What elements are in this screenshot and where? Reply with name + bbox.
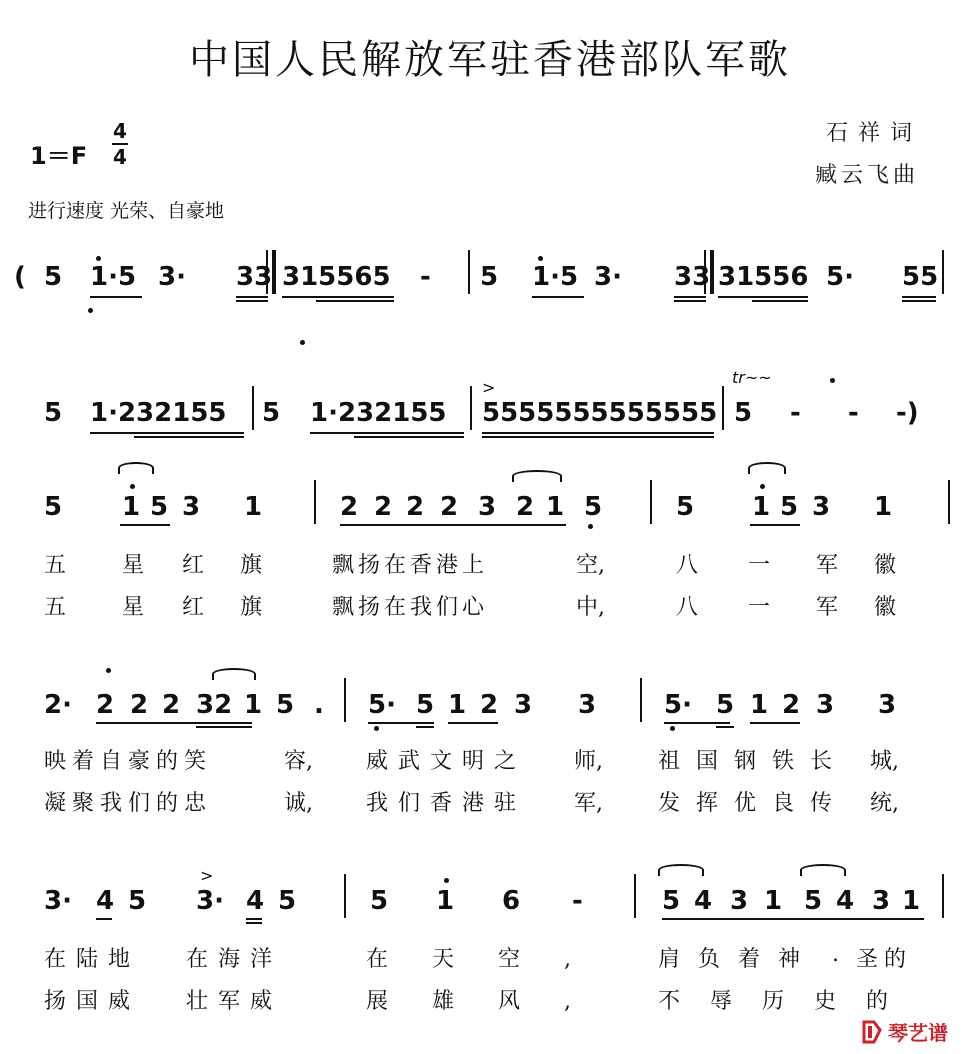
note: 5·	[664, 690, 692, 720]
note: 4	[246, 886, 265, 916]
lyric: 诚,	[284, 791, 313, 816]
note: .	[314, 690, 324, 720]
note: 1·5	[90, 262, 137, 292]
open-paren: (	[14, 262, 26, 292]
note: 2	[340, 492, 359, 522]
note: 5	[716, 690, 735, 720]
note: 3·	[196, 886, 224, 916]
lyric: 军	[816, 595, 839, 620]
lyric: 星	[122, 553, 145, 578]
lyric: 空,	[576, 553, 605, 578]
note: 5	[584, 492, 603, 522]
time-bottom: 4	[113, 145, 127, 169]
note: 3	[878, 690, 897, 720]
composer-credit: 臧云飞曲	[815, 163, 920, 188]
note: 1	[244, 690, 263, 720]
lyric: 不辱历史的	[658, 989, 919, 1014]
note: 3	[872, 886, 891, 916]
note: 2	[96, 690, 115, 720]
note: 3·	[594, 262, 622, 292]
note: 5	[262, 398, 281, 428]
lyric: 威武文明之	[366, 749, 527, 774]
note: 1	[752, 492, 771, 522]
note: 5	[370, 886, 389, 916]
lyric: 军	[816, 553, 839, 578]
note: 5	[44, 262, 63, 292]
note: 2	[130, 690, 149, 720]
lyric: 扬国威	[44, 989, 141, 1014]
lyric: 凝聚我们的忠	[44, 791, 213, 816]
note: 1	[546, 492, 565, 522]
note: 1	[244, 492, 263, 522]
time-top: 4	[113, 119, 127, 143]
note: 5555555555555	[482, 398, 718, 428]
note: -	[848, 398, 859, 428]
lyric: 我们香港驻	[366, 791, 527, 816]
note: 4	[836, 886, 855, 916]
note: 5	[780, 492, 799, 522]
note: 3	[730, 886, 749, 916]
lyric: 师,	[574, 749, 603, 774]
note: 1·5	[532, 262, 579, 292]
lyric: 一	[748, 595, 771, 620]
lyric: 城,	[870, 749, 899, 774]
lyric: 肩负着神	[658, 947, 819, 972]
page-title: 中国人民解放军驻香港部队军歌	[189, 37, 791, 83]
note: 1·232155	[310, 398, 447, 428]
note: 2	[480, 690, 499, 720]
lyric: 旗	[240, 595, 263, 620]
note: 3	[182, 492, 201, 522]
lyric: 八	[676, 595, 699, 620]
lyric: 在天空,	[366, 947, 615, 972]
note: 3	[478, 492, 497, 522]
lyric: 红	[182, 595, 205, 620]
lyric: 飘扬在香港上	[332, 553, 489, 578]
note: -	[420, 262, 431, 292]
lyric: 一	[748, 553, 771, 578]
note: 1	[448, 690, 467, 720]
lyric: 容,	[284, 749, 313, 774]
note: 5·	[368, 690, 396, 720]
lyric: 中,	[576, 595, 605, 620]
lyric: 徽	[874, 595, 897, 620]
lyric: 五	[44, 553, 67, 578]
lyric: 在陆地	[44, 947, 141, 972]
trill-mark: tr~~	[732, 368, 772, 387]
lyric: 在海洋	[186, 947, 283, 972]
note: 1	[874, 492, 893, 522]
note: 31556	[718, 262, 809, 292]
note: 2	[162, 690, 181, 720]
note: 5·	[826, 262, 854, 292]
key-signature: 1＝F	[30, 142, 88, 170]
lyric: 飘扬在我们心	[332, 595, 489, 620]
accent-mark: >	[482, 378, 496, 397]
note: -)	[896, 398, 919, 428]
note: 2·	[44, 690, 72, 720]
lyric: 八	[676, 553, 699, 578]
note: 55	[902, 262, 939, 292]
lyric: 旗	[240, 553, 263, 578]
lyric: 祖国钢铁长	[658, 749, 849, 774]
note: 4	[694, 886, 713, 916]
note: 1	[122, 492, 141, 522]
note: 6	[502, 886, 521, 916]
note: 3	[514, 690, 533, 720]
lyric: 圣的	[856, 947, 913, 972]
note: 3	[812, 492, 831, 522]
note: 5	[734, 398, 753, 428]
lyric: 星	[122, 595, 145, 620]
lyric: 五	[44, 595, 67, 620]
lyric: 发挥优良传	[658, 791, 849, 816]
lyric: 红	[182, 553, 205, 578]
note: 1	[902, 886, 921, 916]
note: -	[572, 886, 583, 916]
lyric: 徽	[874, 553, 897, 578]
lyric: 展雄风,	[366, 989, 615, 1014]
note: 3	[578, 690, 597, 720]
accent-mark: >	[200, 866, 214, 885]
note: 5	[278, 886, 297, 916]
note: 3	[816, 690, 835, 720]
note: 2	[440, 492, 459, 522]
tempo-marking: 进行速度 光荣、自豪地	[28, 200, 225, 222]
note: 5	[44, 398, 63, 428]
note: 5	[44, 492, 63, 522]
note: 5	[804, 886, 823, 916]
note: 5	[480, 262, 499, 292]
note: 5	[676, 492, 695, 522]
note: 33	[236, 262, 273, 292]
lyric: .	[832, 942, 839, 967]
note: 2	[406, 492, 425, 522]
note: 2	[374, 492, 393, 522]
note: 33	[674, 262, 711, 292]
watermark-text: 琴艺谱	[888, 1021, 948, 1045]
note: 3·	[44, 886, 72, 916]
lyric: 统,	[870, 791, 899, 816]
note: 5	[276, 690, 295, 720]
note: 1·232155	[90, 398, 227, 428]
time-signature	[112, 120, 128, 168]
note: 2	[782, 690, 801, 720]
note: 1	[436, 886, 455, 916]
note: 5	[662, 886, 681, 916]
lyricist-credit: 石祥词	[826, 121, 923, 146]
note: 5	[128, 886, 147, 916]
note: 1	[764, 886, 783, 916]
lyric: 映着自豪的笑	[44, 749, 213, 774]
lyric: 壮军威	[186, 989, 283, 1014]
note: 3·	[158, 262, 186, 292]
note: 315565	[282, 262, 391, 292]
note: 32	[196, 690, 233, 720]
lyric: 军,	[574, 791, 603, 816]
note: 2	[516, 492, 535, 522]
note: 5	[416, 690, 435, 720]
note: 5	[150, 492, 169, 522]
note: 4	[96, 886, 115, 916]
watermark-logo	[858, 1018, 970, 1046]
note: -	[790, 398, 801, 428]
piano-logo-icon	[858, 1018, 970, 1046]
note: 1	[750, 690, 769, 720]
